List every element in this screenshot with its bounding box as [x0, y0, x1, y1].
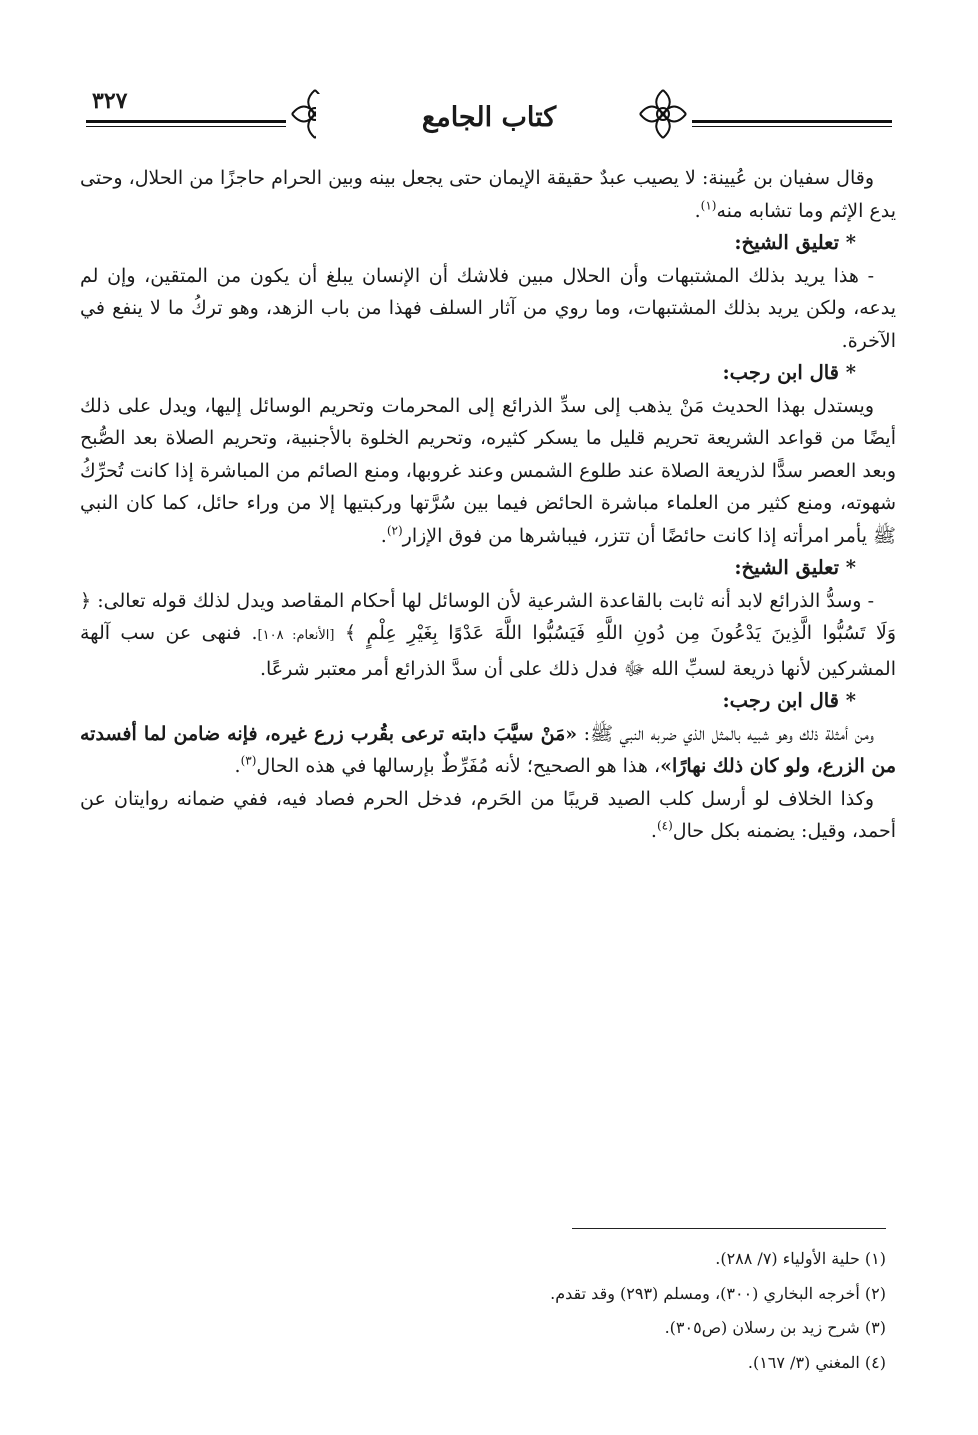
footnote-ref: (١): [700, 198, 717, 213]
footnote: (١) حلية الأولياء (٧/ ٢٨٨).: [715, 1249, 886, 1268]
section-heading: * قال ابن رجب:: [722, 689, 856, 712]
quran-verse: - وسدُّ الذرائع لابد أنه ثابت بالقاعدة الشرعية لأن الوسائل لها أحكام المقاصد ويدل لذلك قوله تعالى: ﴿ وَلَا تَسُبُّوا الَّذِينَ يَدْعُونَ مِن دُونِ اللَّهِ فَيَسُبُّوا اللَّهَ عَدْوًا بِغَيْرِ عِلْمٍ ﴾: [80, 589, 897, 644]
verse-citation: [الأنعام: ١٠٨]: [257, 628, 335, 643]
paragraph: [80, 585, 896, 686]
section-heading: * قال ابن رجب:: [722, 361, 856, 384]
footnote-ref: (٤): [656, 818, 673, 833]
paragraph: ويستدل بهذا الحديث مَنْ يذهب إلى سدِّ الذرائع إلى المحرمات وتحريم الوسائل إليها، ويدل على ذلك أيضًا من قواعد الشريعة تحريم قليل ما يسكر كثيره، وتحريم الخلوة بالأجنبية، وتحريم الصلاة بعد الصُّبح وبعد العصر سدًّا لذريعة الصلاة عند طلوع الشمس وعند غروبها، ومنع الصائم من المباشرة إذا كانت تُحرِّكُ شهوته، ومنع كثير من العلماء مباشرة الحائض فيما بين سُرَّتها وركبتيها إلا من وراء حائل، كما كان النبي ﷺ يأمر امرأته إذا كانت حائضًا أن تتزر، فيباشرها من فوق الإزار$^{(٢)}$.: [80, 394, 896, 547]
section-heading: * تعليق الشيخ:: [734, 556, 856, 579]
footnote-divider: [572, 1228, 886, 1229]
paragraph-text: وقال سفيان بن عُيينة: لا يصيب عبدٌ حقيقة الإيمان حتى يجعل بينه وبين الحرام حاجزًا من الحلال، وحتى يدع الإثم وما تشابه منه: [80, 167, 896, 222]
paragraph-text: ويستدل بهذا الحديث مَنْ يذهب إلى سدِّ الذرائع إلى المحرمات وتحريم الوسائل إليها، ويدل على ذلك أيضًا من قواعد الشريعة تحريم قليل ما يسكر كثيره، وتحريم الخلوة بالأجنبية، وتحريم الصلاة بعد الصُّبح وبعد العصر سدًّا لذريعة الصلاة عند طلوع الشمس وعند غروبها، ومنع الصائم من المباشرة إذا كانت تُحرِّكُ شهوته، ومنع كثير من العلماء مباشرة الحائض فيما بين سُرَّتها وركبتيها إلا من وراء حائل، كما كان النبي ﷺ يأمر امرأته إذا كانت حائضًا أن تتزر، فيباشرها من فوق الإزار: [80, 394, 896, 547]
footnote-ref: (٣): [240, 753, 257, 768]
paragraph: وكذا الخلاف لو أرسل كلب الصيد قريبًا من الحَرم، فدخل الحرم فصاد فيه، ففي ضمانه روايتان عن أحمد، وقيل: يضمنه بكل حال$^{(٤)}$.: [80, 787, 896, 842]
footnote: (٣) شرح زيد بن رسلان (ص٣٠٥).: [664, 1318, 886, 1337]
page-header: [86, 84, 892, 148]
paragraph: - هذا يريد بذلك المشتبهات وأن الحلال مبين فلاشك أن الإنسان يبلغ أن يكون من المتقين، وإن لم يدعه، ولكن يريد بذلك المشتبهات، وما روي من آثار السلف فهذا من باب الزهد، وهو تركُ ما لا ينفع في الآخرة.: [80, 264, 896, 352]
footnote: (٢) أخرجه البخاري (٣٠٠)، ومسلم (٢٩٣) وقد تقدم.: [550, 1283, 886, 1303]
paragraph-text: وكذا الخلاف لو أرسل كلب الصيد قريبًا من الحَرم، فدخل الحرم فصاد فيه، ففي ضمانه روايتان عن أحمد، وقيل: يضمنه بكل حال: [80, 787, 896, 842]
footnotes: [300, 1242, 886, 1380]
section-heading: * تعليق الشيخ:: [734, 231, 856, 254]
book-title: كتاب الجامع: [316, 94, 662, 142]
footnote-ref: (٢): [386, 523, 403, 538]
paragraph: وقال سفيان بن عُيينة: لا يصيب عبدٌ حقيقة الإيمان حتى يجعل بينه وبين الحرام حاجزًا من الحلال، وحتى يدع الإثم وما تشابه منه$^{(١)}$.: [80, 167, 896, 222]
footnote: (٤) المغني (٣/ ١٦٧).: [747, 1352, 886, 1372]
hadith-text: «مَنْ سيَّبَ دابته ترعى بقُرب زرع غيره، فإنه ضامن لما أفسدته من الزرع، ولو كان ذلك نهارًا»: [80, 722, 896, 777]
paragraph-text: . فنهى عن سب آلهة المشركين لأنها ذريعة لسبِّ الله ﷻ فدل ذلك على أن سدَّ الذرائع أمر معتبر شرعًا.: [80, 622, 896, 680]
main-text: [80, 162, 896, 848]
paragraph: ومن أمثلة ذلك وهو شبيه بالمثل الذي ضربه النبي ﷺ: «مَنْ سيَّبَ دابته ترعى بقُرب زرع غيره، فإنه ضامن لما أفسدته من الزرع، ولو كان ذلك نهارًا»، هذا هو الصحيح؛ لأنه مُفَرِّطٌ بإرسالها في هذه الحال$^{(٣)}$.: [80, 722, 896, 777]
paragraph-text: ، هذا هو الصحيح؛ لأنه مُفَرِّطٌ بإرسالها في هذه الحال: [256, 755, 661, 777]
paragraph-text: ومن أمثلة ذلك وهو شبيه بالمثل الذي ضربه النبي ﷺ:: [583, 722, 874, 745]
page-number: ٣٢٧: [92, 88, 128, 114]
ornament-icon: [634, 86, 692, 142]
